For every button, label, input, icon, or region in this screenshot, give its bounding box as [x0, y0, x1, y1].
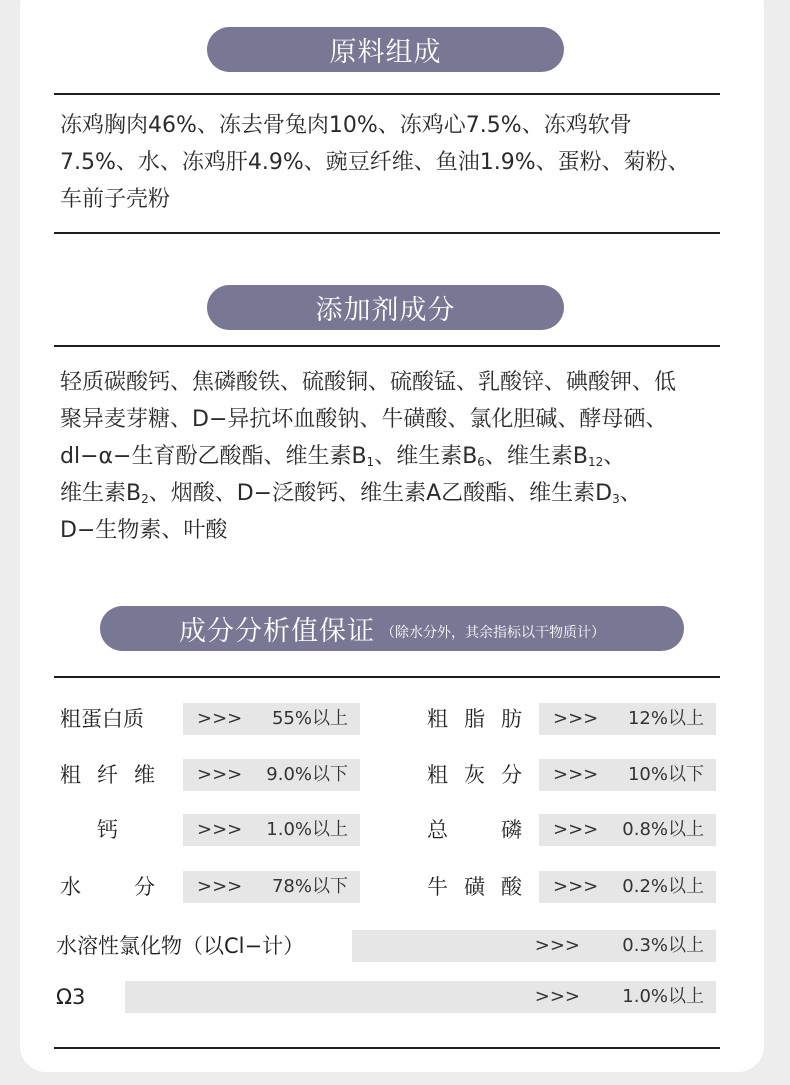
divider: [54, 93, 720, 95]
additives-line: 聚异麦芽糖、D−异抗坏血酸钠、牛磺酸、氯化胆碱、酵母硒、: [60, 407, 668, 432]
arrow-icon: >>>: [553, 764, 599, 785]
arrow-icon: >>>: [534, 935, 580, 956]
additives-line: [60, 438, 725, 475]
additives-line: D−生物素、叶酸: [60, 518, 228, 543]
arrow-icon: >>>: [553, 819, 599, 840]
additives-text-segment: 、: [619, 481, 642, 506]
subscript: 1: [366, 455, 375, 469]
additives-text-segment: 、维生素B: [374, 444, 478, 469]
fat-label: [427, 703, 522, 735]
calcium-value-bar: [183, 814, 360, 846]
additives-title-text: 添加剂成分: [315, 295, 456, 326]
phosphorus-label-char: 总: [427, 818, 448, 842]
fat-label-char: 脂: [464, 707, 485, 731]
arrow-icon: >>>: [553, 708, 599, 729]
arrow-icon: >>>: [197, 708, 243, 729]
protein-label: 粗蛋白质: [60, 707, 144, 731]
taurine-value: 0.2%以上: [622, 876, 704, 897]
subscript: 6: [477, 455, 485, 469]
fiber-label-char: 粗: [60, 763, 81, 787]
ash-value-bar: [539, 759, 716, 791]
moisture-value: 78%以下: [271, 876, 348, 897]
ash-label-char: 粗: [427, 763, 448, 787]
omega3-label: Ω3: [56, 985, 86, 1009]
additives-line: 轻质碳酸钙、焦磷酸铁、硫酸铜、硫酸锰、乳酸锌、碘酸钾、低: [60, 370, 677, 395]
arrow-icon: >>>: [197, 819, 243, 840]
arrow-icon: >>>: [197, 764, 243, 785]
subscript: 2: [141, 492, 149, 506]
chloride-label: 水溶性氯化物（以Cl−计）: [56, 934, 305, 958]
moisture-value-bar: [183, 871, 360, 903]
additives-text-segment: 、: [603, 444, 626, 469]
fiber-label: [60, 759, 155, 791]
taurine-label-char: 牛: [427, 875, 448, 899]
chloride-value-bar: [352, 930, 716, 962]
additives-text: [60, 364, 725, 549]
fiber-label-char: 纤: [97, 763, 118, 787]
fat-value: 12%以上: [627, 708, 704, 729]
ash-label-char: 灰: [464, 763, 485, 787]
arrow-icon: >>>: [553, 876, 599, 897]
fat-label-char: 肪: [501, 707, 522, 731]
taurine-label-char: 磺: [464, 875, 485, 899]
phosphorus-label-char: 磷: [501, 818, 522, 842]
taurine-value-bar: [539, 871, 716, 903]
protein-value-bar: [183, 703, 360, 735]
ingredients-title-text: 原料组成: [329, 37, 442, 68]
ingredients-text: [60, 107, 725, 218]
fiber-label-char: 维: [134, 763, 155, 787]
analysis-title-text: 成分分析值保证: [179, 616, 375, 647]
ingredients-section-title: [207, 27, 564, 72]
ash-value: 10%以下: [627, 764, 704, 785]
moisture-label-char: 水: [60, 875, 81, 899]
chloride-value: 0.3%以上: [622, 935, 704, 956]
analysis-note: （除水分外，其余指标以干物质计）: [381, 624, 605, 641]
phosphorus-label: [427, 814, 522, 846]
divider: [54, 1047, 720, 1049]
additives-text-segment: 、烟酸、D−泛酸钙、维生素A乙酸酯、维生素D: [148, 481, 613, 506]
moisture-label-char: 分: [134, 875, 155, 899]
fat-value-bar: [539, 703, 716, 735]
taurine-label: [427, 871, 522, 903]
divider: [54, 232, 720, 234]
divider: [54, 676, 720, 678]
ash-label-char: 分: [501, 763, 522, 787]
additives-text-segment: 、维生素B: [484, 444, 589, 469]
additives-text-segment: dl−α−生育酚乙酸酯、维生素B: [60, 444, 367, 469]
arrow-icon: >>>: [534, 986, 580, 1007]
fiber-value-bar: [183, 759, 360, 791]
phosphorus-value: 0.8%以上: [622, 819, 704, 840]
ash-label: [427, 759, 522, 791]
additives-text-segment: 维生素B: [60, 481, 142, 506]
arrow-icon: >>>: [197, 876, 243, 897]
moisture-label: [60, 871, 155, 903]
analysis-section-title: [100, 606, 684, 651]
ingredients-line: 车前子壳粉: [60, 187, 171, 212]
omega3-value: 1.0%以上: [622, 986, 704, 1007]
additives-line: [60, 475, 725, 512]
divider: [54, 345, 720, 347]
omega3-value-bar: [125, 981, 716, 1013]
subscript: 3: [612, 492, 620, 506]
additives-section-title: [207, 285, 564, 330]
calcium-label: 钙: [97, 818, 118, 842]
protein-value: 55%以上: [271, 708, 348, 729]
fiber-value: 9.0%以下: [266, 764, 348, 785]
ingredients-line: 冻鸡胸肉46%、冻去骨兔肉10%、冻鸡心7.5%、冻鸡软骨: [60, 113, 632, 138]
phosphorus-value-bar: [539, 814, 716, 846]
calcium-value: 1.0%以上: [266, 819, 348, 840]
subscript: 12: [588, 455, 604, 469]
taurine-label-char: 酸: [501, 875, 522, 899]
ingredients-line: 7.5%、水、冻鸡肝4.9%、豌豆纤维、鱼油1.9%、蛋粉、菊粉、: [60, 150, 690, 175]
fat-label-char: 粗: [427, 707, 448, 731]
